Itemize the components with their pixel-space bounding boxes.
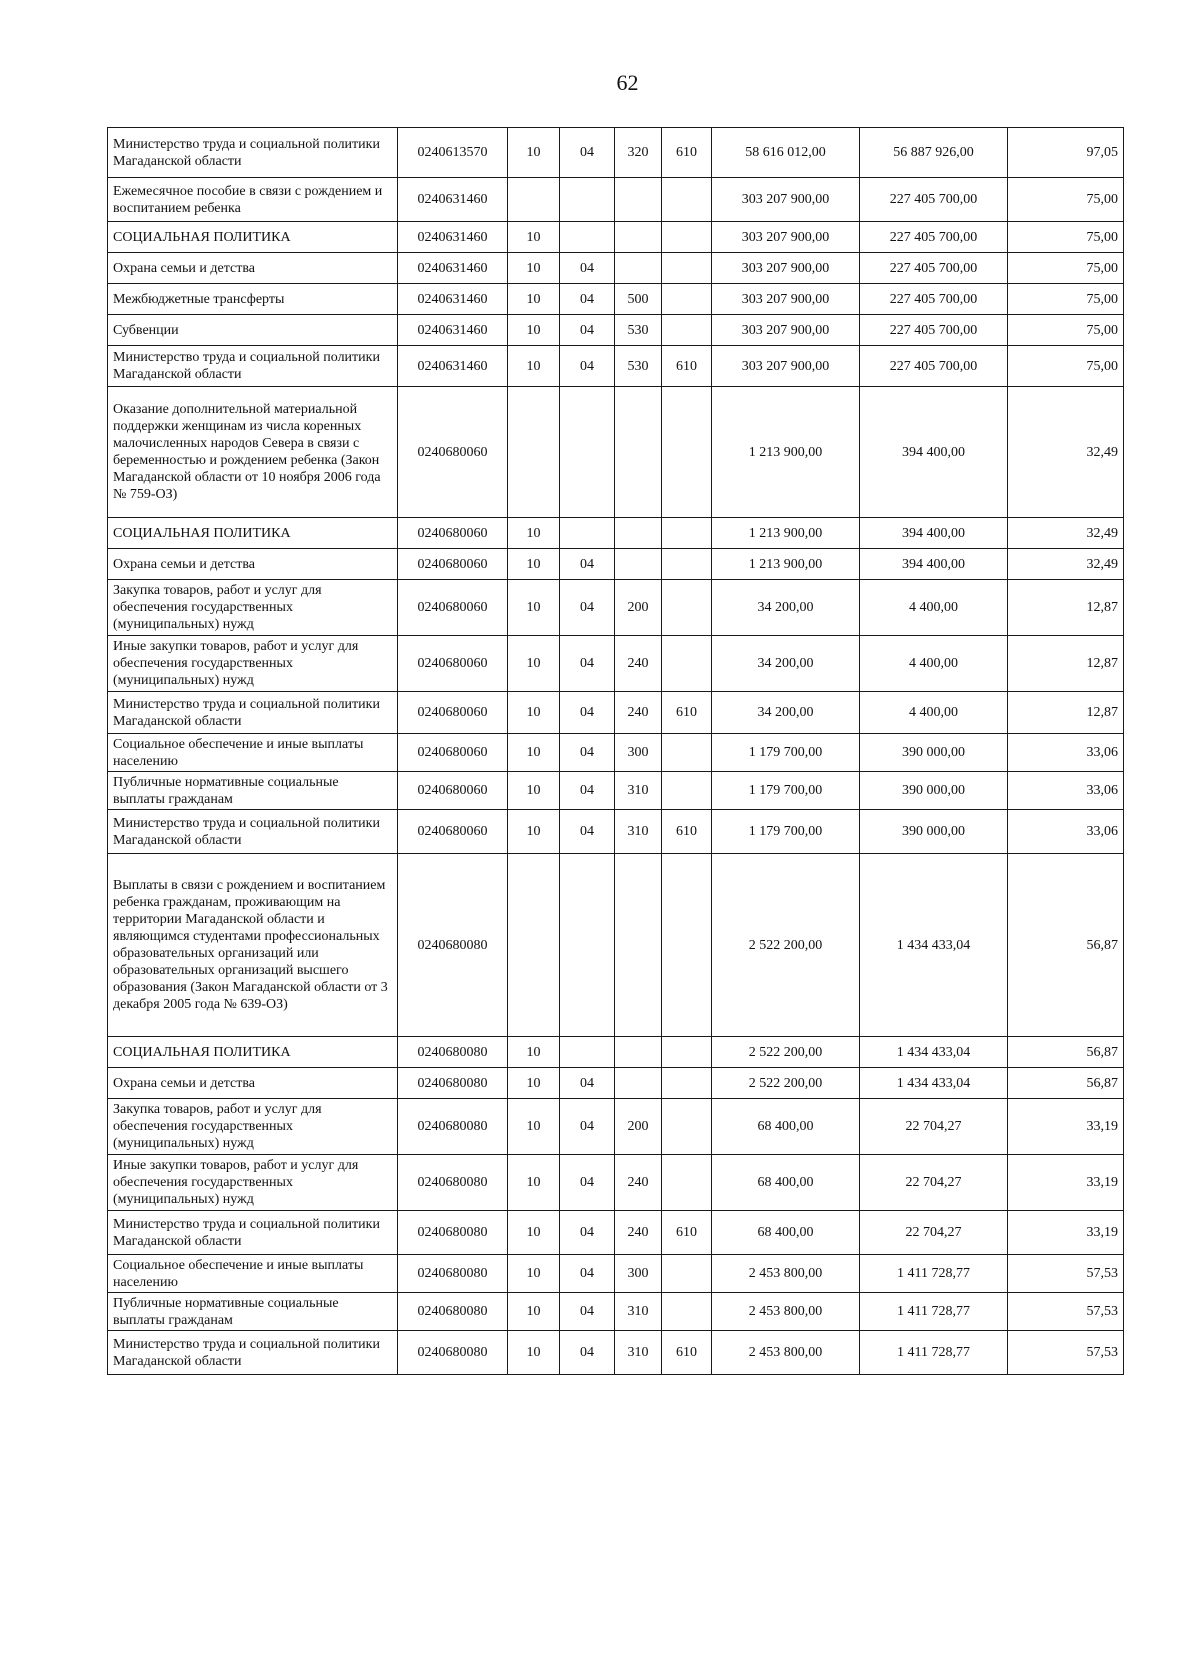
- section-code: 10: [508, 253, 560, 284]
- target-article-code: 0240680060: [398, 734, 508, 772]
- table-row: [108, 692, 1124, 734]
- execution-percent: 75,00: [1008, 346, 1124, 387]
- section-code: 10: [508, 346, 560, 387]
- table-row: [108, 772, 1124, 810]
- executed-amount: 390 000,00: [860, 810, 1008, 854]
- subsection-code: 04: [560, 1255, 615, 1293]
- row-name: Публичные нормативные социальные выплаты гражданам: [108, 1293, 398, 1331]
- subsection-code: [560, 1037, 615, 1068]
- row-name: СОЦИАЛЬНАЯ ПОЛИТИКА: [108, 518, 398, 549]
- table-row: [108, 346, 1124, 387]
- expense-type-code: 310: [615, 1293, 662, 1331]
- subsection-code: 04: [560, 692, 615, 734]
- executed-amount: 22 704,27: [860, 1155, 1008, 1211]
- execution-percent: 33,06: [1008, 772, 1124, 810]
- table-row: [108, 1293, 1124, 1331]
- executed-amount: 227 405 700,00: [860, 346, 1008, 387]
- planned-amount: 2 453 800,00: [712, 1293, 860, 1331]
- row-name: Министерство труда и социальной политики Магаданской области: [108, 1331, 398, 1375]
- expense-type-code: [615, 387, 662, 518]
- target-article-code: 0240680080: [398, 1293, 508, 1331]
- expense-type-code: [615, 518, 662, 549]
- execution-percent: 75,00: [1008, 178, 1124, 222]
- target-article-code: 0240631460: [398, 284, 508, 315]
- row-name: Социальное обеспечение и иные выплаты населению: [108, 1255, 398, 1293]
- target-article-code: 0240680060: [398, 518, 508, 549]
- expense-type-code: 300: [615, 734, 662, 772]
- planned-amount: 68 400,00: [712, 1099, 860, 1155]
- planned-amount: 303 207 900,00: [712, 315, 860, 346]
- row-name: Министерство труда и социальной политики Магаданской области: [108, 810, 398, 854]
- subsection-code: 04: [560, 1068, 615, 1099]
- target-article-code: 0240680080: [398, 1211, 508, 1255]
- expense-type-code: [615, 222, 662, 253]
- planned-amount: 1 213 900,00: [712, 387, 860, 518]
- target-article-code: 0240680060: [398, 692, 508, 734]
- execution-percent: 75,00: [1008, 222, 1124, 253]
- expense-type-code: [615, 1068, 662, 1099]
- row-name: СОЦИАЛЬНАЯ ПОЛИТИКА: [108, 1037, 398, 1068]
- administrator-code: [662, 1099, 712, 1155]
- execution-percent: 97,05: [1008, 128, 1124, 178]
- execution-percent: 12,87: [1008, 580, 1124, 636]
- table-row: [108, 549, 1124, 580]
- executed-amount: 394 400,00: [860, 549, 1008, 580]
- expense-type-code: [615, 1037, 662, 1068]
- table-row: [108, 1211, 1124, 1255]
- section-code: 10: [508, 1255, 560, 1293]
- target-article-code: 0240631460: [398, 253, 508, 284]
- target-article-code: 0240680060: [398, 772, 508, 810]
- administrator-code: 610: [662, 128, 712, 178]
- planned-amount: 303 207 900,00: [712, 346, 860, 387]
- expense-type-code: 530: [615, 315, 662, 346]
- row-name: Публичные нормативные социальные выплаты гражданам: [108, 772, 398, 810]
- target-article-code: 0240680080: [398, 1255, 508, 1293]
- section-code: [508, 387, 560, 518]
- target-article-code: 0240680080: [398, 1099, 508, 1155]
- target-article-code: 0240680060: [398, 580, 508, 636]
- table-row: [108, 1068, 1124, 1099]
- executed-amount: 227 405 700,00: [860, 315, 1008, 346]
- execution-percent: 56,87: [1008, 1037, 1124, 1068]
- planned-amount: 303 207 900,00: [712, 253, 860, 284]
- target-article-code: 0240680080: [398, 1037, 508, 1068]
- executed-amount: 1 411 728,77: [860, 1331, 1008, 1375]
- administrator-code: [662, 284, 712, 315]
- execution-percent: 56,87: [1008, 1068, 1124, 1099]
- planned-amount: 303 207 900,00: [712, 284, 860, 315]
- administrator-code: [662, 854, 712, 1037]
- planned-amount: 1 179 700,00: [712, 810, 860, 854]
- executed-amount: 394 400,00: [860, 518, 1008, 549]
- planned-amount: 2 522 200,00: [712, 854, 860, 1037]
- target-article-code: 0240631460: [398, 222, 508, 253]
- administrator-code: [662, 734, 712, 772]
- subsection-code: 04: [560, 636, 615, 692]
- section-code: 10: [508, 1037, 560, 1068]
- row-name: Министерство труда и социальной политики Магаданской области: [108, 128, 398, 178]
- administrator-code: [662, 518, 712, 549]
- row-name: Оказание дополнительной материальной поддержки женщинам из числа коренных малочисленных народов Севера в связи с беременностью и рождением ребенка (Закон Магаданской области от 10 ноября 2006 года № 759-ОЗ): [108, 387, 398, 518]
- planned-amount: 2 453 800,00: [712, 1331, 860, 1375]
- executed-amount: 227 405 700,00: [860, 222, 1008, 253]
- planned-amount: 2 522 200,00: [712, 1068, 860, 1099]
- expense-type-code: 310: [615, 1331, 662, 1375]
- section-code: [508, 854, 560, 1037]
- subsection-code: 04: [560, 315, 615, 346]
- subsection-code: 04: [560, 1211, 615, 1255]
- executed-amount: 1 411 728,77: [860, 1293, 1008, 1331]
- target-article-code: 0240680080: [398, 854, 508, 1037]
- planned-amount: 1 179 700,00: [712, 772, 860, 810]
- administrator-code: 610: [662, 810, 712, 854]
- administrator-code: [662, 178, 712, 222]
- section-code: 10: [508, 549, 560, 580]
- executed-amount: 227 405 700,00: [860, 284, 1008, 315]
- section-code: 10: [508, 734, 560, 772]
- subsection-code: 04: [560, 1293, 615, 1331]
- planned-amount: 58 616 012,00: [712, 128, 860, 178]
- table-row: [108, 1331, 1124, 1375]
- executed-amount: 22 704,27: [860, 1211, 1008, 1255]
- execution-percent: 75,00: [1008, 253, 1124, 284]
- section-code: 10: [508, 128, 560, 178]
- budget-table: [107, 127, 1124, 1375]
- section-code: 10: [508, 315, 560, 346]
- row-name: СОЦИАЛЬНАЯ ПОЛИТИКА: [108, 222, 398, 253]
- execution-percent: 57,53: [1008, 1293, 1124, 1331]
- row-name: Ежемесячное пособие в связи с рождением и воспитанием ребенка: [108, 178, 398, 222]
- section-code: 10: [508, 1155, 560, 1211]
- target-article-code: 0240680080: [398, 1155, 508, 1211]
- executed-amount: 227 405 700,00: [860, 253, 1008, 284]
- planned-amount: 1 179 700,00: [712, 734, 860, 772]
- executed-amount: 227 405 700,00: [860, 178, 1008, 222]
- row-name: Министерство труда и социальной политики Магаданской области: [108, 692, 398, 734]
- administrator-code: 610: [662, 1331, 712, 1375]
- administrator-code: [662, 253, 712, 284]
- target-article-code: 0240613570: [398, 128, 508, 178]
- execution-percent: 75,00: [1008, 284, 1124, 315]
- section-code: 10: [508, 772, 560, 810]
- table-row: [108, 1099, 1124, 1155]
- executed-amount: 1 411 728,77: [860, 1255, 1008, 1293]
- planned-amount: 303 207 900,00: [712, 178, 860, 222]
- administrator-code: [662, 636, 712, 692]
- row-name: Иные закупки товаров, работ и услуг для обеспечения государственных (муниципальных) нужд: [108, 636, 398, 692]
- row-name: Закупка товаров, работ и услуг для обеспечения государственных (муниципальных) нужд: [108, 580, 398, 636]
- subsection-code: 04: [560, 1331, 615, 1375]
- expense-type-code: 200: [615, 1099, 662, 1155]
- expense-type-code: [615, 549, 662, 580]
- execution-percent: 12,87: [1008, 692, 1124, 734]
- planned-amount: 1 213 900,00: [712, 518, 860, 549]
- row-name: Иные закупки товаров, работ и услуг для обеспечения государственных (муниципальных) нужд: [108, 1155, 398, 1211]
- expense-type-code: [615, 854, 662, 1037]
- table-row: [108, 1037, 1124, 1068]
- expense-type-code: 300: [615, 1255, 662, 1293]
- target-article-code: 0240680060: [398, 549, 508, 580]
- expense-type-code: [615, 178, 662, 222]
- execution-percent: 32,49: [1008, 387, 1124, 518]
- section-code: 10: [508, 1331, 560, 1375]
- section-code: 10: [508, 1099, 560, 1155]
- target-article-code: 0240631460: [398, 346, 508, 387]
- expense-type-code: 240: [615, 1211, 662, 1255]
- subsection-code: 04: [560, 734, 615, 772]
- table-row: [108, 734, 1124, 772]
- expense-type-code: 240: [615, 636, 662, 692]
- administrator-code: [662, 1068, 712, 1099]
- row-name: Охрана семьи и детства: [108, 253, 398, 284]
- planned-amount: 34 200,00: [712, 692, 860, 734]
- expense-type-code: 240: [615, 1155, 662, 1211]
- section-code: 10: [508, 580, 560, 636]
- executed-amount: 56 887 926,00: [860, 128, 1008, 178]
- planned-amount: 2 522 200,00: [712, 1037, 860, 1068]
- executed-amount: 1 434 433,04: [860, 1037, 1008, 1068]
- table-row: [108, 315, 1124, 346]
- executed-amount: 22 704,27: [860, 1099, 1008, 1155]
- executed-amount: 4 400,00: [860, 580, 1008, 636]
- target-article-code: 0240680060: [398, 810, 508, 854]
- target-article-code: 0240680080: [398, 1068, 508, 1099]
- target-article-code: 0240680060: [398, 387, 508, 518]
- section-code: 10: [508, 810, 560, 854]
- section-code: 10: [508, 1068, 560, 1099]
- administrator-code: [662, 1293, 712, 1331]
- row-name: Охрана семьи и детства: [108, 549, 398, 580]
- row-name: Социальное обеспечение и иные выплаты населению: [108, 734, 398, 772]
- execution-percent: 12,87: [1008, 636, 1124, 692]
- section-code: [508, 178, 560, 222]
- subsection-code: 04: [560, 1099, 615, 1155]
- subsection-code: 04: [560, 1155, 615, 1211]
- planned-amount: 34 200,00: [712, 580, 860, 636]
- section-code: 10: [508, 692, 560, 734]
- subsection-code: 04: [560, 253, 615, 284]
- table-row: [108, 253, 1124, 284]
- execution-percent: 33,19: [1008, 1155, 1124, 1211]
- row-name: Закупка товаров, работ и услуг для обеспечения государственных (муниципальных) нужд: [108, 1099, 398, 1155]
- subsection-code: [560, 178, 615, 222]
- row-name: Межбюджетные трансферты: [108, 284, 398, 315]
- subsection-code: [560, 854, 615, 1037]
- administrator-code: [662, 580, 712, 636]
- table-row: [108, 636, 1124, 692]
- expense-type-code: 530: [615, 346, 662, 387]
- target-article-code: 0240680080: [398, 1331, 508, 1375]
- table-row: [108, 1255, 1124, 1293]
- administrator-code: [662, 222, 712, 253]
- expense-type-code: 310: [615, 810, 662, 854]
- subsection-code: 04: [560, 284, 615, 315]
- administrator-code: [662, 1255, 712, 1293]
- expense-type-code: 200: [615, 580, 662, 636]
- row-name: Министерство труда и социальной политики Магаданской области: [108, 346, 398, 387]
- administrator-code: [662, 1155, 712, 1211]
- table-row: [108, 854, 1124, 1037]
- execution-percent: 33,06: [1008, 810, 1124, 854]
- expense-type-code: 500: [615, 284, 662, 315]
- execution-percent: 33,19: [1008, 1211, 1124, 1255]
- subsection-code: 04: [560, 128, 615, 178]
- subsection-code: 04: [560, 772, 615, 810]
- subsection-code: [560, 387, 615, 518]
- target-article-code: 0240680060: [398, 636, 508, 692]
- table-row: [108, 580, 1124, 636]
- table-row: [108, 284, 1124, 315]
- administrator-code: 610: [662, 1211, 712, 1255]
- subsection-code: 04: [560, 580, 615, 636]
- administrator-code: [662, 387, 712, 518]
- administrator-code: [662, 1037, 712, 1068]
- executed-amount: 390 000,00: [860, 772, 1008, 810]
- executed-amount: 4 400,00: [860, 692, 1008, 734]
- subsection-code: [560, 222, 615, 253]
- subsection-code: 04: [560, 549, 615, 580]
- planned-amount: 68 400,00: [712, 1211, 860, 1255]
- subsection-code: 04: [560, 810, 615, 854]
- table-row: [108, 128, 1124, 178]
- table-row: [108, 387, 1124, 518]
- section-code: 10: [508, 284, 560, 315]
- section-code: 10: [508, 1293, 560, 1331]
- table-row: [108, 178, 1124, 222]
- execution-percent: 57,53: [1008, 1255, 1124, 1293]
- execution-percent: 33,19: [1008, 1099, 1124, 1155]
- row-name: Охрана семьи и детства: [108, 1068, 398, 1099]
- section-code: 10: [508, 1211, 560, 1255]
- execution-percent: 32,49: [1008, 549, 1124, 580]
- execution-percent: 75,00: [1008, 315, 1124, 346]
- row-name: Министерство труда и социальной политики Магаданской области: [108, 1211, 398, 1255]
- expense-type-code: 240: [615, 692, 662, 734]
- executed-amount: 1 434 433,04: [860, 854, 1008, 1037]
- row-name: Субвенции: [108, 315, 398, 346]
- executed-amount: 390 000,00: [860, 734, 1008, 772]
- expense-type-code: 320: [615, 128, 662, 178]
- section-code: 10: [508, 518, 560, 549]
- subsection-code: [560, 518, 615, 549]
- table-row: [108, 518, 1124, 549]
- planned-amount: 303 207 900,00: [712, 222, 860, 253]
- table-row: [108, 810, 1124, 854]
- administrator-code: [662, 772, 712, 810]
- row-name: Выплаты в связи с рождением и воспитанием ребенка гражданам, проживающим на территории Магаданской области и являющимся студентами профессиональных образовательных организаций или образовательных организаций высшего образования (Закон Магаданской области от 3 декабря 2005 года № 639-ОЗ): [108, 854, 398, 1037]
- section-code: 10: [508, 222, 560, 253]
- target-article-code: 0240631460: [398, 178, 508, 222]
- table-body: [108, 128, 1124, 1375]
- planned-amount: 2 453 800,00: [712, 1255, 860, 1293]
- expense-type-code: [615, 253, 662, 284]
- section-code: 10: [508, 636, 560, 692]
- executed-amount: 394 400,00: [860, 387, 1008, 518]
- execution-percent: 33,06: [1008, 734, 1124, 772]
- administrator-code: [662, 549, 712, 580]
- table-row: [108, 1155, 1124, 1211]
- page-number: 62: [616, 70, 639, 95]
- administrator-code: [662, 315, 712, 346]
- executed-amount: 4 400,00: [860, 636, 1008, 692]
- executed-amount: 1 434 433,04: [860, 1068, 1008, 1099]
- expense-type-code: 310: [615, 772, 662, 810]
- target-article-code: 0240631460: [398, 315, 508, 346]
- execution-percent: 57,53: [1008, 1331, 1124, 1375]
- planned-amount: 68 400,00: [712, 1155, 860, 1211]
- table-row: [108, 222, 1124, 253]
- execution-percent: 32,49: [1008, 518, 1124, 549]
- planned-amount: 1 213 900,00: [712, 549, 860, 580]
- administrator-code: 610: [662, 692, 712, 734]
- administrator-code: 610: [662, 346, 712, 387]
- planned-amount: 34 200,00: [712, 636, 860, 692]
- execution-percent: 56,87: [1008, 854, 1124, 1037]
- subsection-code: 04: [560, 346, 615, 387]
